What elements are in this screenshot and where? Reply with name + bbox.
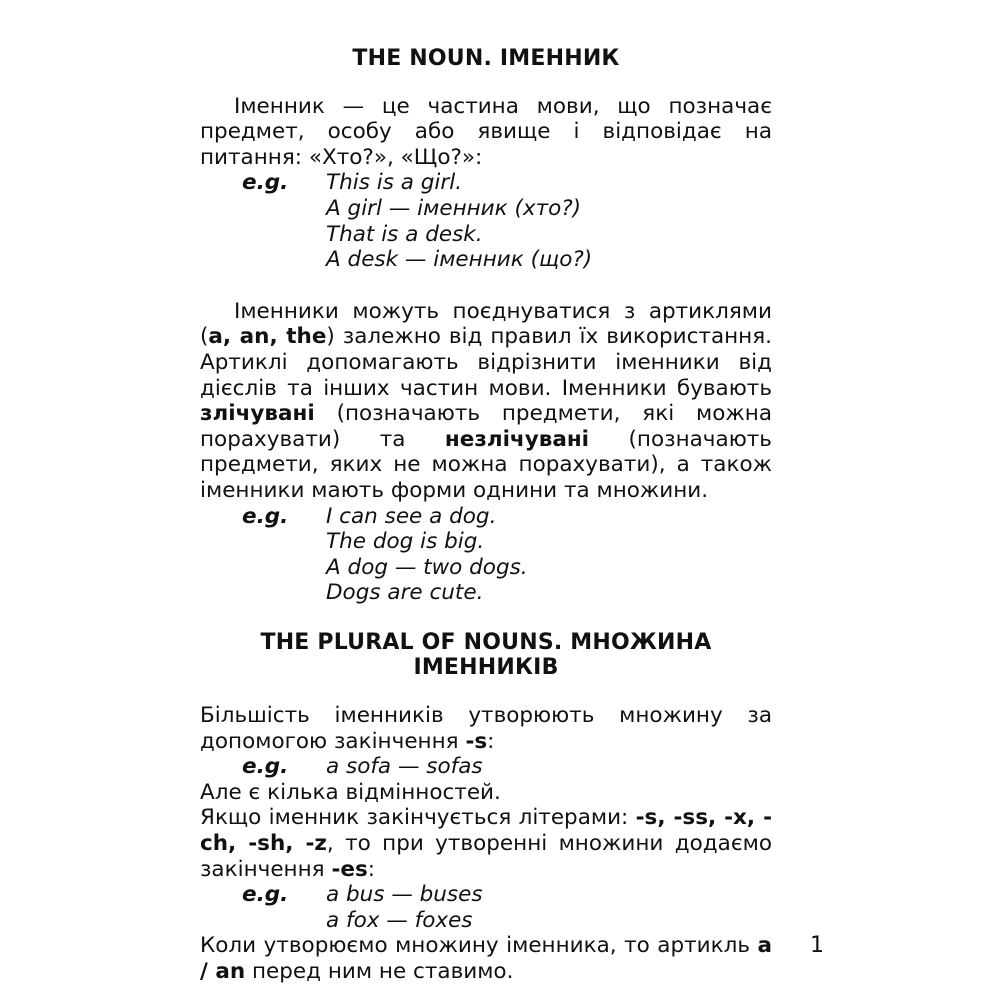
example-lines (326, 504, 772, 606)
example-line: A desk — іменник (що?) (326, 247, 593, 273)
section-title-plural: THE PLURAL OF NOUNS. МНОЖИНА ІМЕННИКІВ (260, 629, 712, 681)
example-label: e.g. (242, 754, 289, 780)
es-rule-paragraph (200, 805, 772, 882)
example-label: e.g. (242, 503, 289, 529)
text-run: , то при утворенні множини додаємо закінчення (200, 831, 772, 882)
example-line: Dogs are cute. (326, 580, 484, 606)
text-run: : (487, 728, 495, 754)
section-title-noun: THE NOUN. ІМЕННИК (352, 46, 620, 71)
text-run: ) залежно від правил їх використання. Артиклі допомагають відрізнити іменники від дієслів та інших частин мови. Іменники бувають (200, 324, 772, 401)
example-label: e.g. (242, 170, 289, 196)
example-line: a bus — buses (326, 882, 483, 908)
example-line: This is a girl. (326, 170, 463, 196)
example-line: A dog — two dogs. (326, 554, 528, 580)
article-plural-paragraph (200, 933, 772, 984)
plural-rule-paragraph (200, 703, 772, 754)
example-line: A girl — іменник (хто?) (326, 195, 582, 221)
example-line: a fox — foxes (326, 907, 473, 933)
example-line: That is a desk. (326, 221, 483, 247)
bold-articles: a, an, the (208, 324, 327, 350)
text-run: Якщо іменник закінчується літерами: (200, 805, 636, 831)
articles-paragraph (200, 299, 772, 504)
text-run: Іменники можуть поєднуватися з артиклями ( (200, 298, 772, 350)
text-run: (позначають предмети, яких не можна порахувати), а також іменники мають форми однини та множини. (200, 426, 772, 503)
text-run: Коли утворюємо множину іменника, то артикль (200, 933, 758, 959)
bold-countable: злічувані (200, 401, 315, 427)
example-block-sofa (200, 754, 772, 780)
paragraph-gap (200, 273, 772, 299)
example-lines (326, 754, 772, 780)
text-run: перед ним не ставимо. (245, 959, 514, 984)
bold-suffix-es: -es (331, 856, 368, 882)
text-run: : (367, 856, 375, 882)
bold-endings: -s, -ss, -x, -ch, -sh, -z (200, 805, 772, 857)
bold-suffix-s: -s (465, 728, 488, 754)
text-run: (позначають предмети, які можна порахувати) та (200, 401, 772, 452)
differences-paragraph: Але є кілька відмінностей. (200, 779, 501, 805)
example-block-noun (200, 170, 772, 272)
text-run: Більшість іменників утворюють множину за допомогою закінчення (200, 703, 772, 754)
example-block-bus (200, 882, 772, 933)
bold-article-a-an: a / an (200, 933, 772, 984)
page-number: 1 (810, 933, 824, 958)
example-lines (326, 882, 772, 933)
example-line: a sofa — sofas (326, 754, 483, 780)
example-block-dog (200, 504, 772, 606)
noun-definition: Іменник — це частина мови, що позначає предмет, особу або явище і відповідає на питання: «Хто?», «Що?»: (200, 93, 772, 170)
example-label: e.g. (242, 882, 289, 908)
bold-uncountable: незлічувані (444, 426, 590, 452)
example-line: The dog is big. (326, 529, 485, 555)
example-lines (326, 170, 772, 272)
example-line: I can see a dog. (326, 503, 497, 529)
